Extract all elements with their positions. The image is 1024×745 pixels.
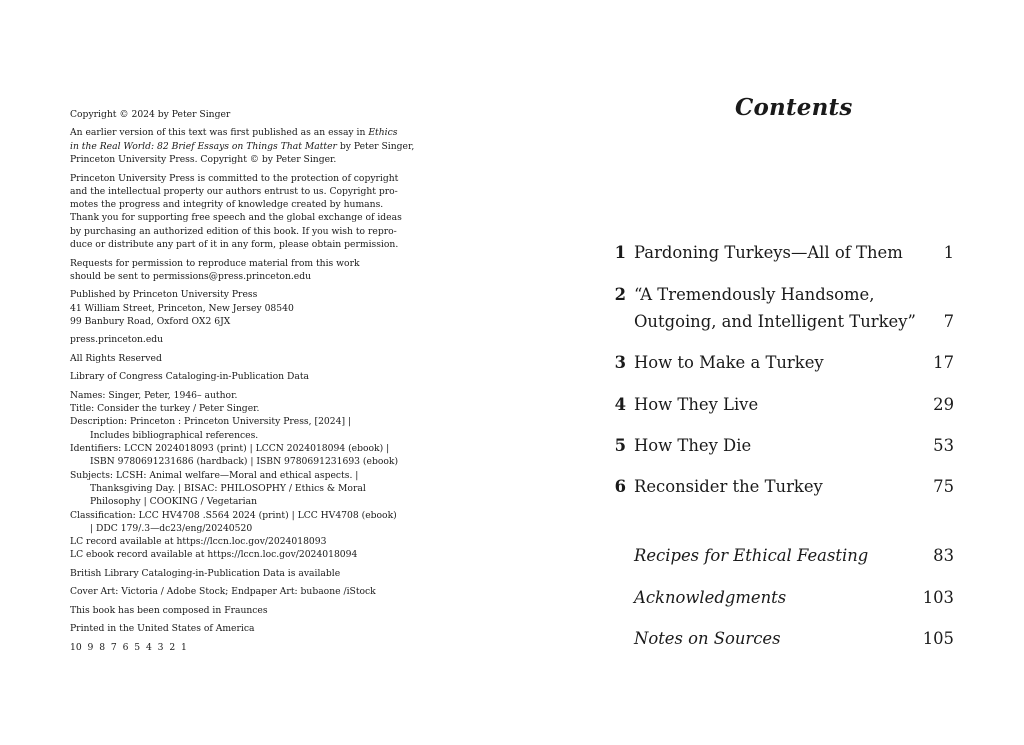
contents-page [560, 0, 1024, 745]
cip-data: Names: Singer, Peter, 1946– author. Title: Consider the turkey / Peter Singer. Description: Princeton : Princeton University Press, [2024] | Includes bibliographical references. Identifiers: LCCN 2024018093 (print) | LCCN 2024018094 (ebook) | ISBN 9780691231686 (hardback) | ISBN 9780691231693 (ebook) Subjects: LCSH: Animal welfare—Moral and ethical aspects. | Thanksgiving Day. | BISAC: PHILOSOPHY / Ethics & Moral Philosophy | COOKING / Vegetarian Classification: LCC HV4708 .S564 2024 (print) | LCC HV4708 (ebook) | DDC 179/.3—dc23/eng/20240520 LC record available at https://lccn.loc.gov/2024018093 LC ebook record available at https://lccn.loc.gov/2024018094 [70, 389, 399, 561]
toc-chapter-number: 3 [614, 353, 626, 372]
cover-art-credit: Cover Art: Victoria / Adobe Stock; Endpaper Art: bubaone /iStock [70, 586, 376, 598]
copyright-page [70, 108, 415, 659]
typeface-note: This book has been composed in Fraunces [70, 604, 268, 616]
toc-chapter-title: Pardoning Turkeys—All of Them [634, 243, 903, 262]
publisher-website: press.princeton.edu [70, 334, 164, 346]
toc-chapter-title: How They Live [634, 395, 759, 414]
publisher-address: Published by Princeton University Press 41 William Street, Princeton, New Jersey 08540 99 Banbury Road, Oxford OX2 6JX [70, 289, 294, 327]
toc-chapter-number: 4 [614, 395, 626, 414]
toc-chapter-title: How to Make a Turkey [634, 353, 824, 372]
copyright-commitment: Princeton University Press is committed to the protection of copyright and the intellectual property our authors entrust to us. Copyright pro- motes the progress and integrity of knowledge created by humans. Thank you for supporting free speech and the global exchange of ideas by purchasing an authorized edition of this book. If you wish to repro- duce or distribute any part of it in any form, please obtain permission. [70, 172, 402, 251]
toc-chapter-number: 5 [614, 436, 626, 455]
toc-page-number: 75 [933, 477, 954, 496]
copyright-line: Copyright © 2024 by Peter Singer [70, 109, 231, 120]
toc-chapter-number: 1 [614, 243, 626, 262]
toc-chapter-number: 2 [614, 285, 626, 304]
toc-chapter-number: 6 [614, 477, 626, 496]
toc-backmatter-title: Notes on Sources [634, 629, 781, 648]
toc-page-number: 7 [943, 312, 954, 331]
toc-page-number: 103 [922, 588, 954, 607]
printed-in: Printed in the United States of America [70, 623, 255, 635]
permissions-request: Requests for permission to reproduce material from this work should be sent to permissions@press.princeton.edu [70, 257, 360, 282]
earlier-version-note: An earlier version of this text was first published as an essay in Ethics in the Real World: 82 Brief Essays on Things That Matter by Peter Singer, Princeton University Press. Copyright © by Peter Singer. [70, 127, 415, 166]
toc-page-number: 53 [933, 436, 954, 455]
british-library-note: British Library Cataloging-in-Publication Data is available [70, 567, 341, 579]
toc-page-number: 105 [922, 629, 954, 648]
printing-line: 10 9 8 7 6 5 4 3 2 1 [70, 641, 187, 653]
loc-heading: Library of Congress Cataloging-in-Publication Data [70, 371, 310, 383]
toc-page-number: 17 [933, 353, 954, 372]
toc-page-number: 83 [933, 546, 954, 565]
toc-backmatter-title: Recipes for Ethical Feasting [634, 546, 869, 565]
toc-page-number: 1 [943, 243, 954, 262]
toc-page-number: 29 [933, 395, 954, 414]
toc-chapter-title: “A Tremendously Handsome, Outgoing, and Intelligent Turkey” [634, 285, 916, 331]
toc-chapter-title: Reconsider the Turkey [634, 477, 823, 496]
contents-title: Contents [735, 94, 853, 121]
rights-statement: All Rights Reserved [70, 352, 162, 364]
toc-backmatter-title: Acknowledgments [634, 588, 787, 607]
toc-chapter-title: How They Die [634, 436, 752, 455]
